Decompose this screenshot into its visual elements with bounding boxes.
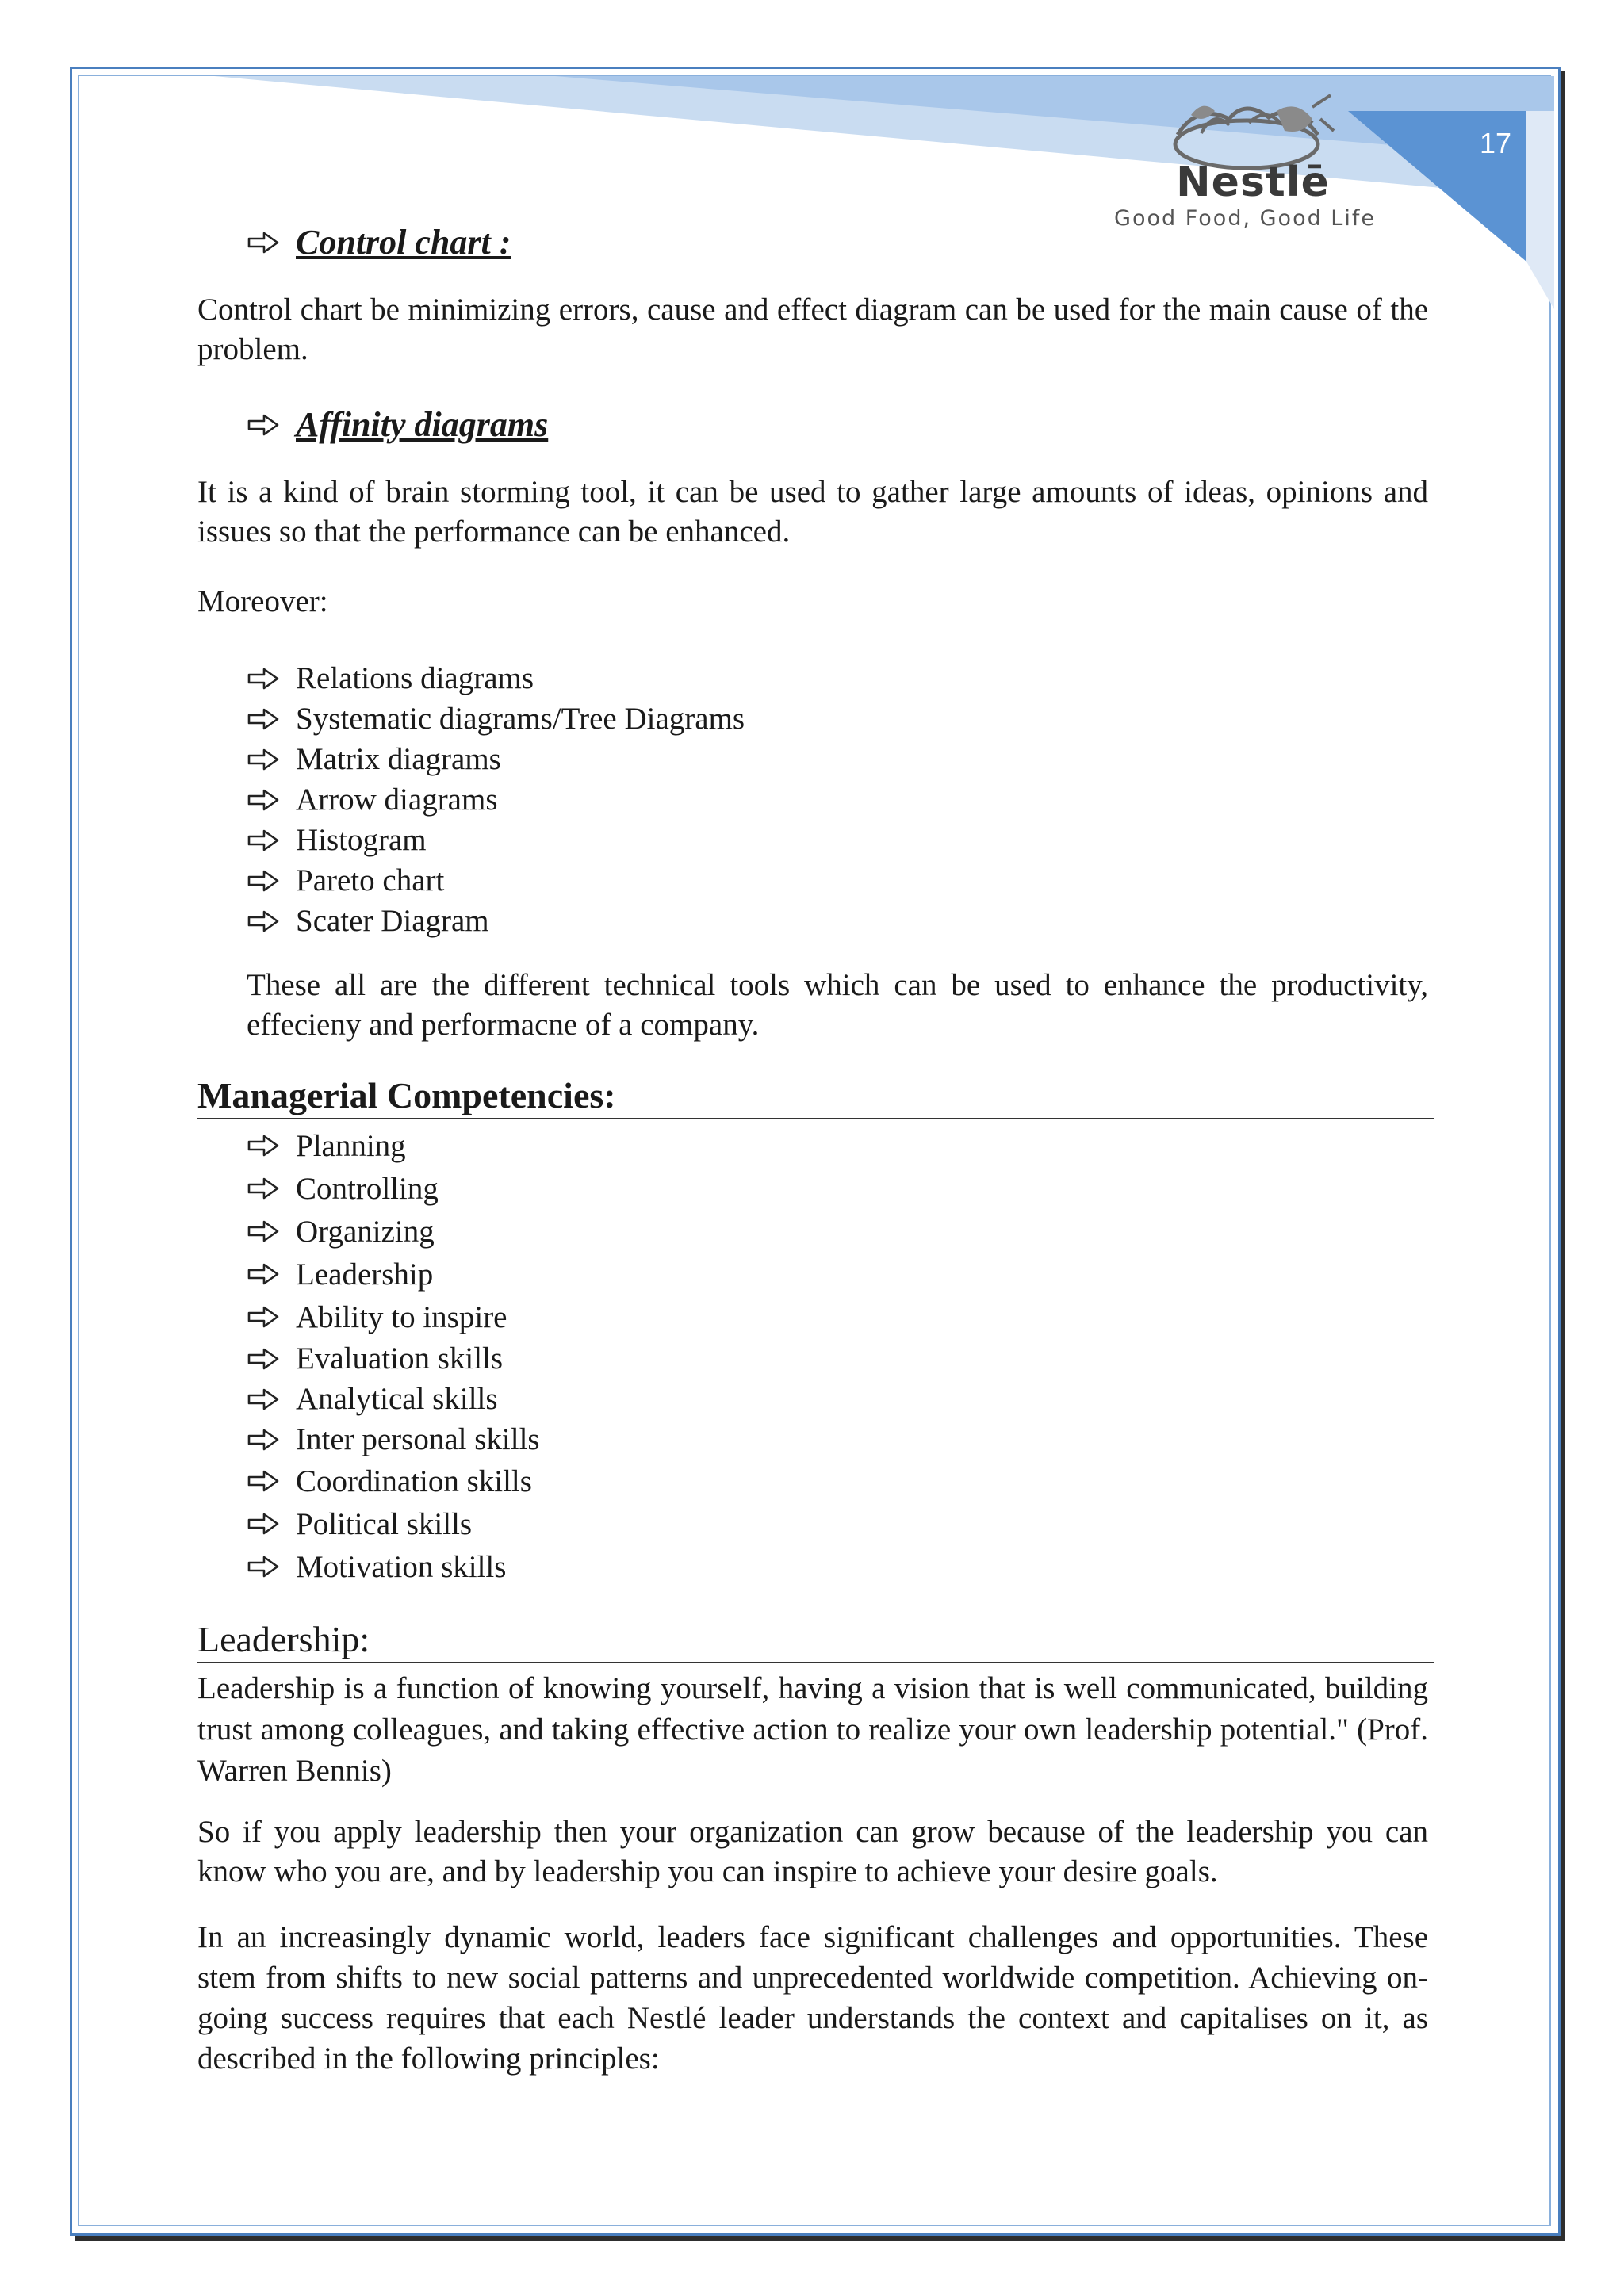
list-item-label: Relations diagrams [296,661,534,695]
list-item-label: Motivation skills [296,1549,507,1584]
arrow-right-icon [247,1219,280,1243]
list-item [247,1124,540,1167]
list-item-label: Systematic diagrams/Tree Diagrams [296,702,745,736]
list-item-label: Controlling [296,1171,439,1206]
list-item [247,658,745,698]
arrow-right-icon [247,231,280,254]
logo-tagline: Good Food, Good Life [1114,206,1376,231]
list-item-label: Coordination skills [296,1464,532,1498]
arrow-right-icon [247,1177,280,1200]
list-item [247,1419,540,1460]
leadership-paragraph-1: Leadership is a function of knowing yourself, having a vision that is well communicated, building trust among colleagues, and taking effective action to realize your own leadership potential." (Prof. Warren Bennis) [197,1671,1428,1788]
list-item [247,820,745,860]
list-item-label: Organizing [296,1214,435,1249]
control-chart-title: Control chart : [296,223,511,262]
arrow-right-icon [247,1555,280,1578]
list-item [247,1295,540,1338]
list-item [247,1502,540,1545]
list-item [247,1545,540,1588]
list-item-label: Histogram [296,823,427,857]
list-item-label: Arrow diagrams [296,783,498,817]
list-item-label: Pareto chart [296,863,445,897]
arrow-right-icon [247,1512,280,1536]
tools-list [247,658,745,941]
arrow-right-icon [247,667,280,691]
nestle-logo [1039,87,1451,230]
affinity-heading [247,404,548,445]
list-item-label: Planning [296,1128,406,1163]
list-item [247,1167,540,1210]
affinity-title: Affinity diagrams [296,405,549,444]
page-number: 17 [1480,127,1512,159]
list-item [247,698,745,739]
moreover-label: Moreover: [197,584,328,618]
list-item-label: Political skills [296,1506,473,1541]
leadership-paragraph-3: In an increasingly dynamic world, leaders face significant challenges and opportunities. These stem from shifts to new social patterns and unprecedented worldwide competition. Achieving on-going success requires that each Nestlé leader understands the context and capitalises on it, as described in the following principles: [197,1920,1428,2076]
arrow-right-icon [247,1134,280,1158]
arrow-right-icon [247,828,280,852]
control-chart-text: Control chart be minimizing errors, cause and effect diagram can be used for the main cause of the problem. [197,293,1428,366]
managerial-heading: Managerial Competencies: [197,1075,1434,1119]
affinity-text: It is a kind of brain storming tool, it can be used to gather large amounts of ideas, opinions and issues so that the performance can be enhanced. [197,475,1428,549]
list-item [247,1253,540,1295]
arrow-right-icon [247,1262,280,1286]
arrow-right-icon [247,1305,280,1329]
arrow-right-icon [247,748,280,771]
arrow-right-icon [247,788,280,812]
control-chart-heading [247,222,511,262]
list-item [247,1379,540,1419]
logo-wordmark: Nestlē [1176,159,1330,206]
list-item-label: Analytical skills [296,1382,498,1416]
list-item-label: Evaluation skills [296,1341,504,1376]
arrow-right-icon [247,869,280,893]
arrow-right-icon [247,1428,280,1452]
list-item [247,1460,540,1502]
list-item [247,860,745,901]
list-item [247,739,745,779]
list-item-label: Inter personal skills [296,1422,540,1456]
list-item [247,779,745,820]
list-item-label: Scater Diagram [296,904,489,938]
managerial-list [247,1124,540,1588]
arrow-right-icon [247,909,280,933]
arrow-right-icon [247,707,280,731]
list-item [247,1210,540,1253]
arrow-right-icon [247,1469,280,1493]
leadership-heading: Leadership: [197,1619,1434,1663]
tools-summary: These all are the different technical tools which can be used to enhance the productivity, effecieny and performacne of a company. [247,968,1428,1042]
list-item [247,901,745,941]
arrow-right-icon [247,1387,280,1411]
leadership-paragraph-2: So if you apply leadership then your organization can grow because of the leadership you can know who you are, and by leadership you can inspire to achieve your desire goals. [197,1815,1428,1888]
arrow-right-icon [247,1347,280,1371]
list-item-label: Matrix diagrams [296,742,501,776]
list-item [247,1338,540,1379]
arrow-right-icon [247,413,280,437]
list-item-label: Ability to inspire [296,1299,508,1334]
list-item-label: Leadership [296,1257,434,1292]
